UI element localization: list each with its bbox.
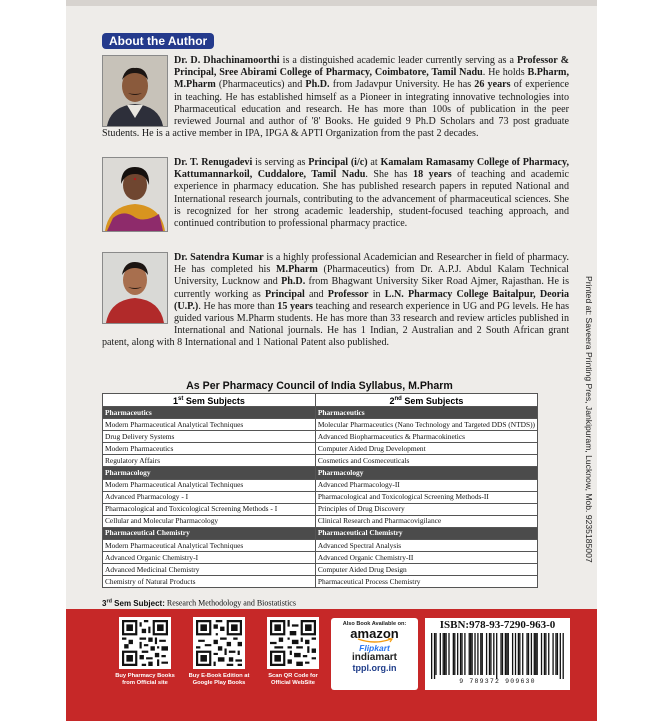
barcode-bar: [489, 633, 490, 675]
sem1-cell: Modern Pharmaceutical Analytical Techniques: [103, 540, 316, 552]
table-row: [103, 455, 538, 467]
table-row: [103, 564, 538, 576]
isbn-box: [425, 618, 570, 690]
qr-icon: [196, 620, 242, 666]
sem2-cell: Cosmetics and Cosmeceuticals: [315, 455, 537, 467]
barcode-bar: [480, 633, 481, 675]
sem1-cell: Modern Pharmaceutics: [103, 443, 316, 455]
sem2-cell: Computer Aided Drug Development: [315, 443, 537, 455]
barcode-bar: [474, 633, 475, 675]
sem1-cell: Advanced Medicinal Chemistry: [103, 564, 316, 576]
sem2-cell: Pharmaceutics: [315, 407, 537, 419]
qr-icon: [122, 620, 168, 666]
author-bio-1: Dr. D. Dhachinamoorthi is a distinguished academic leader currently serving as a Professor & Principal, Sree Abirami College of Pharmacy, Coimbatore, Tamil Nadu. He holds B.Pharm, M.Pharm (Pharmaceutics) and Ph.D. from Jadavpur University. He has 26 years of experience in teaching. He has established himself as a Pioneer in integrating innovative technologies into Pharmaceutical education and research. He has more than 100s of publication in the peer reviewed Journal and author of '8' Books. He guided 9 Ph.D Scholars and 73 post graduate Students. He is a active member in IPA, IPGA & APTI Organization from the past 2 decades.: [102, 55, 570, 140]
syllabus-title: As Per Pharmacy Council of India Syllabus, M.Pharm: [186, 380, 453, 392]
barcode-bar: [545, 633, 546, 675]
barcode-bar: [560, 633, 561, 679]
stores-panel: [331, 618, 418, 690]
tppl-link[interactable]: tppl.org.in: [352, 663, 397, 673]
author-bio-3: Dr. Satendra Kumar is a highly professional Academician and Researcher in field of pharmacy. He has completed his M.Pharm (Pharmaceutics) from Dr. A.P.J. Abdul Kalam Technical University, Lucknow and Ph.D. from Bhagwant University Siker Road Ajmer, Rajasthan. He is currently working as Principal and Professor in L.N. Pharmacy College Baitalpur, Deoria (U.P.). He has more than 15 years teaching and research experience in UG and PG levels. He has guided various M.Pharm students. He has more than 33 research and review articles published in International and National journals. He has 1 Indian, 2 Australian and 2 South African grant patent, along with 8 International and 1 National Patent also published.: [102, 252, 570, 349]
table-row: [103, 515, 538, 527]
sem1-cell: Pharmaceutics: [103, 407, 316, 419]
sem1-cell: Pharmaceutical Chemistry: [103, 527, 316, 539]
qr-caption-3: Scan QR Code for Official WebSite: [268, 673, 318, 686]
barcode-bar: [445, 633, 446, 675]
category-row: [103, 467, 538, 479]
barcode-bar: [454, 633, 455, 675]
author-3-name: Dr. Satendra Kumar: [174, 252, 264, 263]
sem1-cell: Cellular and Molecular Pharmacology: [103, 515, 316, 527]
author-bio-2: Dr. T. Renugadevi is serving as Principal (i/c) at Kamalam Ramasamy College of Pharmacy, Kattumannarkoil, Cuddalore, Tamil Nadu. She has 18 years of teaching and academic experience in pharmacy education. She has published research papers in reputed National and International research journals, contributing to the advancement of pharmaceutical sciences. She is recognized for her strong academic leadership, student-focused teaching approach, and continued contribution to professional pharmacy practice.: [174, 157, 570, 230]
sem2-cell: Advanced Biopharmaceutics & Pharmacokinetics: [315, 431, 537, 443]
table-row: [103, 443, 538, 455]
qr-caption-1: Buy Pharmacy Books from Official site: [115, 673, 175, 686]
barcode-bar: [537, 633, 538, 675]
barcode-icon: [431, 633, 564, 679]
table-row: [103, 431, 538, 443]
qr-code-2[interactable]: [193, 617, 245, 669]
barcode-bar: [470, 633, 471, 675]
barcode-digits: 9 789372 909630: [459, 678, 536, 685]
author-2-name: Dr. T. Renugadevi: [174, 157, 253, 168]
top-strip: [66, 0, 597, 6]
barcode-bar: [505, 633, 506, 675]
qr-icon: [270, 620, 316, 666]
indiamart-link[interactable]: indiamart: [351, 652, 397, 663]
sem1-cell: Pharmacology: [103, 467, 316, 479]
barcode-bar: [453, 633, 454, 675]
col-header-2nd-sem: 2nd Sem Subjects: [315, 394, 537, 407]
table-row: [103, 503, 538, 515]
barcode-bar: [435, 633, 436, 675]
barcode-bar: [534, 633, 535, 675]
barcode-bar: [552, 633, 553, 675]
barcode-bar: [506, 633, 507, 675]
flipkart-link[interactable]: Flipkart: [359, 643, 390, 653]
sem2-cell: Advanced Spectral Analysis: [315, 540, 537, 552]
sem2-cell: Principles of Drug Discovery: [315, 503, 537, 515]
qr-caption-2: Buy E-Book Edition at Google Play Books: [188, 673, 250, 686]
barcode-bar: [471, 633, 472, 675]
category-row: [103, 407, 538, 419]
barcode-bar: [490, 633, 491, 675]
qr-code-1[interactable]: [119, 617, 171, 669]
barcode-bar: [541, 633, 542, 675]
sem2-cell: Pharmacology: [315, 467, 537, 479]
sem2-cell: Advanced Organic Chemistry-II: [315, 552, 537, 564]
printer-note: Printed at: Saveera Printing Pres, Jankipuram, Lucknow, Mob. 9235185007: [584, 276, 594, 563]
barcode-bar: [448, 633, 449, 675]
barcode-bar: [528, 633, 529, 675]
barcode-bar: [518, 633, 519, 675]
barcode-bar: [457, 633, 458, 675]
barcode-bar: [548, 633, 549, 675]
amazon-link[interactable]: amazon: [350, 626, 399, 641]
barcode-bar: [460, 633, 461, 675]
barcode-bar: [482, 633, 483, 675]
sem1-cell: Modern Pharmaceutical Analytical Techniques: [103, 419, 316, 431]
sem2-cell: Advanced Pharmacology-II: [315, 479, 537, 491]
barcode-bar: [502, 633, 503, 675]
third-sem-subject: 3rd Sem Subject: Research Methodology and Biostatistics: [102, 598, 296, 608]
barcode-bar: [535, 633, 536, 675]
sem2-cell: Molecular Pharmaceutics (Nano Technology and Targeted DDS (NTDS)): [315, 419, 537, 431]
qr-code-3[interactable]: [267, 617, 319, 669]
sem2-cell: Clinical Research and Pharmacovigilance: [315, 515, 537, 527]
barcode-bar: [461, 633, 462, 675]
barcode-bar: [555, 633, 556, 675]
barcode-bar: [508, 633, 509, 675]
stores-heading: Also Book Available on:: [342, 621, 407, 627]
barcode-bar: [557, 633, 558, 675]
barcode-bar: [440, 633, 441, 675]
barcode-bar: [464, 633, 465, 675]
table-row: [103, 552, 538, 564]
table-row: [103, 479, 538, 491]
barcode-bar: [515, 633, 516, 675]
barcode-bar: [512, 633, 513, 675]
barcode-bar: [496, 633, 497, 679]
about-author-heading: About the Author: [102, 33, 214, 49]
barcode-bar: [493, 633, 494, 675]
barcode-bar: [522, 633, 523, 675]
barcode-bar: [444, 633, 445, 675]
barcode-bar: [486, 633, 487, 675]
sem2-cell: Computer Aided Drug Design: [315, 564, 537, 576]
sem2-cell: Pharmaceutical Chemistry: [315, 527, 537, 539]
table-row: [103, 491, 538, 503]
barcode-bar: [477, 633, 478, 675]
barcode-bar: [519, 633, 520, 675]
barcode-bar: [526, 633, 527, 675]
barcode-bar: [563, 633, 564, 679]
barcode-bar: [531, 633, 532, 675]
sem1-cell: Regulatory Affairs: [103, 455, 316, 467]
sem2-cell: Pharmacological and Toxicological Screening Methods-II: [315, 491, 537, 503]
barcode-bar: [434, 633, 435, 679]
author-1-name: Dr. D. Dhachinamoorthi: [174, 55, 280, 66]
barcode-bar: [500, 633, 501, 675]
barcode-bar: [469, 633, 470, 675]
sem1-cell: Modern Pharmaceutical Analytical Techniques: [103, 479, 316, 491]
sem1-cell: Pharmacological and Toxicological Screening Methods - I: [103, 503, 316, 515]
sem1-cell: Advanced Pharmacology - I: [103, 491, 316, 503]
category-row: [103, 527, 538, 539]
sem1-cell: Drug Delivery Systems: [103, 431, 316, 443]
sem1-cell: Chemistry of Natural Products: [103, 576, 316, 588]
syllabus-table: [102, 393, 538, 588]
col-header-1st-sem: 1st Sem Subjects: [103, 394, 316, 407]
barcode-bar: [544, 633, 545, 675]
table-row: [103, 576, 538, 588]
barcode-bar: [443, 633, 444, 675]
sem2-cell: Pharmaceutical Process Chemistry: [315, 576, 537, 588]
table-row: [103, 540, 538, 552]
table-row: [103, 419, 538, 431]
barcode-bar: [431, 633, 432, 679]
isbn-label: ISBN:978-93-7290-963-0: [439, 619, 556, 631]
sem1-cell: Advanced Organic Chemistry-I: [103, 552, 316, 564]
